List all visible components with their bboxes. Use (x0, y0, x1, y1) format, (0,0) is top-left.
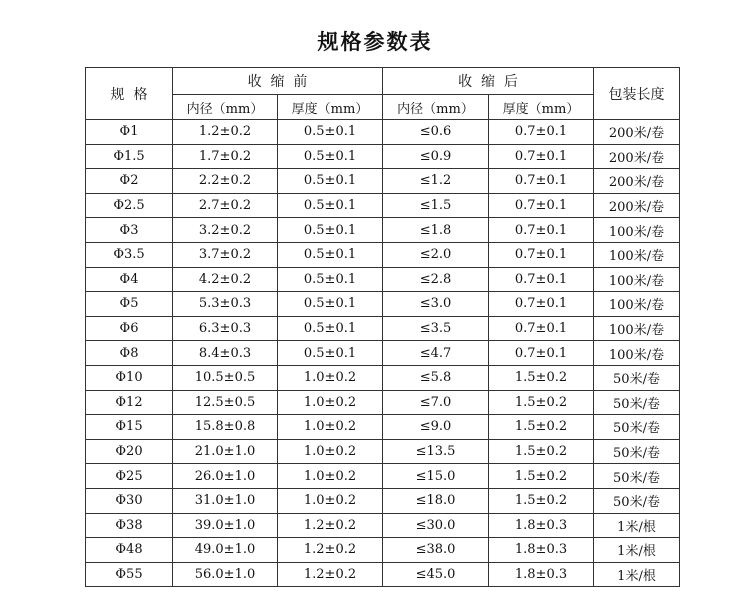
cell-spec: Φ25 (86, 464, 173, 489)
cell-inner-diameter-before: 10.5±0.5 (173, 365, 278, 390)
cell-package-length: 1米/根 (594, 538, 680, 563)
cell-spec: Φ15 (86, 415, 173, 440)
cell-thickness-after: 1.5±0.2 (489, 390, 594, 415)
cell-inner-diameter-after: ≤15.0 (383, 464, 489, 489)
cell-package-length: 200米/卷 (594, 169, 680, 194)
cell-thickness-before: 0.5±0.1 (278, 193, 383, 218)
cell-package-length: 50米/卷 (594, 365, 680, 390)
cell-spec: Φ3.5 (86, 242, 173, 267)
cell-inner-diameter-before: 15.8±0.8 (173, 415, 278, 440)
header-before-shrink: 收 缩 前 (173, 68, 383, 95)
cell-thickness-after: 0.7±0.1 (489, 267, 594, 292)
cell-inner-diameter-after: ≤5.8 (383, 365, 489, 390)
cell-inner-diameter-after: ≤1.2 (383, 169, 489, 194)
cell-inner-diameter-before: 12.5±0.5 (173, 390, 278, 415)
table-row (86, 439, 680, 464)
cell-inner-diameter-after: ≤0.9 (383, 144, 489, 169)
cell-package-length: 100米/卷 (594, 316, 680, 341)
cell-inner-diameter-before: 3.2±0.2 (173, 218, 278, 243)
cell-inner-diameter-before: 1.7±0.2 (173, 144, 278, 169)
header-inner-diameter-before: 内径（mm） (173, 95, 278, 120)
cell-inner-diameter-after: ≤1.5 (383, 193, 489, 218)
cell-thickness-before: 1.2±0.2 (278, 562, 383, 587)
cell-spec: Φ12 (86, 390, 173, 415)
table-row (86, 292, 680, 317)
table-row (86, 267, 680, 292)
table-row (86, 513, 680, 538)
cell-spec: Φ1.5 (86, 144, 173, 169)
cell-inner-diameter-before: 26.0±1.0 (173, 464, 278, 489)
table-row (86, 341, 680, 366)
cell-package-length: 50米/卷 (594, 488, 680, 513)
cell-thickness-before: 1.0±0.2 (278, 488, 383, 513)
cell-inner-diameter-before: 8.4±0.3 (173, 341, 278, 366)
cell-inner-diameter-before: 39.0±1.0 (173, 513, 278, 538)
page-title: 规格参数表 (317, 30, 433, 54)
cell-inner-diameter-after: ≤13.5 (383, 439, 489, 464)
cell-spec: Φ48 (86, 538, 173, 563)
cell-thickness-after: 1.5±0.2 (489, 439, 594, 464)
cell-inner-diameter-after: ≤9.0 (383, 415, 489, 440)
cell-inner-diameter-before: 1.2±0.2 (173, 120, 278, 145)
cell-inner-diameter-after: ≤2.0 (383, 242, 489, 267)
cell-thickness-before: 0.5±0.1 (278, 144, 383, 169)
cell-thickness-before: 0.5±0.1 (278, 267, 383, 292)
table-row (86, 316, 680, 341)
cell-package-length: 50米/卷 (594, 390, 680, 415)
cell-inner-diameter-after: ≤7.0 (383, 390, 489, 415)
cell-thickness-before: 1.0±0.2 (278, 439, 383, 464)
spec-table (85, 67, 680, 587)
cell-package-length: 1米/根 (594, 513, 680, 538)
cell-inner-diameter-before: 2.2±0.2 (173, 169, 278, 194)
cell-inner-diameter-before: 2.7±0.2 (173, 193, 278, 218)
cell-thickness-before: 0.5±0.1 (278, 341, 383, 366)
cell-spec: Φ5 (86, 292, 173, 317)
cell-package-length: 100米/卷 (594, 267, 680, 292)
cell-spec: Φ2 (86, 169, 173, 194)
cell-inner-diameter-after: ≤0.6 (383, 120, 489, 145)
cell-spec: Φ8 (86, 341, 173, 366)
cell-inner-diameter-before: 31.0±1.0 (173, 488, 278, 513)
table-row (86, 488, 680, 513)
cell-inner-diameter-after: ≤3.5 (383, 316, 489, 341)
header-after-shrink: 收 缩 后 (383, 68, 594, 95)
cell-package-length: 100米/卷 (594, 292, 680, 317)
cell-spec: Φ2.5 (86, 193, 173, 218)
cell-thickness-after: 1.8±0.3 (489, 538, 594, 563)
table-row (86, 464, 680, 489)
cell-thickness-before: 1.0±0.2 (278, 365, 383, 390)
cell-inner-diameter-before: 6.3±0.3 (173, 316, 278, 341)
cell-inner-diameter-after: ≤1.8 (383, 218, 489, 243)
cell-thickness-after: 0.7±0.1 (489, 292, 594, 317)
table-row (86, 365, 680, 390)
cell-thickness-after: 0.7±0.1 (489, 242, 594, 267)
cell-inner-diameter-after: ≤4.7 (383, 341, 489, 366)
cell-thickness-before: 0.5±0.1 (278, 242, 383, 267)
cell-thickness-after: 0.7±0.1 (489, 341, 594, 366)
table-row (86, 169, 680, 194)
cell-package-length: 50米/卷 (594, 439, 680, 464)
cell-thickness-before: 1.0±0.2 (278, 415, 383, 440)
cell-thickness-after: 0.7±0.1 (489, 316, 594, 341)
cell-thickness-before: 0.5±0.1 (278, 316, 383, 341)
cell-inner-diameter-after: ≤38.0 (383, 538, 489, 563)
cell-thickness-after: 1.5±0.2 (489, 365, 594, 390)
cell-thickness-before: 1.0±0.2 (278, 390, 383, 415)
table-row (86, 144, 680, 169)
header-thickness-before: 厚度（mm） (278, 95, 383, 120)
cell-inner-diameter-after: ≤45.0 (383, 562, 489, 587)
table-row (86, 218, 680, 243)
header-thickness-after: 厚度（mm） (489, 95, 594, 120)
table-row (86, 390, 680, 415)
cell-thickness-before: 1.2±0.2 (278, 513, 383, 538)
table-body (86, 120, 680, 587)
cell-package-length: 50米/卷 (594, 464, 680, 489)
cell-package-length: 1米/根 (594, 562, 680, 587)
cell-thickness-after: 0.7±0.1 (489, 144, 594, 169)
header-package-length: 包装长度 (594, 68, 680, 120)
cell-thickness-before: 1.2±0.2 (278, 538, 383, 563)
cell-spec: Φ55 (86, 562, 173, 587)
cell-thickness-before: 0.5±0.1 (278, 218, 383, 243)
cell-thickness-before: 0.5±0.1 (278, 169, 383, 194)
cell-thickness-before: 1.0±0.2 (278, 464, 383, 489)
cell-spec: Φ20 (86, 439, 173, 464)
cell-package-length: 200米/卷 (594, 144, 680, 169)
cell-inner-diameter-before: 56.0±1.0 (173, 562, 278, 587)
cell-inner-diameter-after: ≤2.8 (383, 267, 489, 292)
header-spec: 规 格 (86, 68, 173, 120)
cell-inner-diameter-before: 3.7±0.2 (173, 242, 278, 267)
table-row (86, 415, 680, 440)
cell-thickness-after: 1.8±0.3 (489, 513, 594, 538)
cell-spec: Φ38 (86, 513, 173, 538)
cell-spec: Φ4 (86, 267, 173, 292)
cell-inner-diameter-before: 49.0±1.0 (173, 538, 278, 563)
cell-thickness-after: 0.7±0.1 (489, 218, 594, 243)
cell-thickness-after: 0.7±0.1 (489, 120, 594, 145)
table-row (86, 538, 680, 563)
cell-package-length: 100米/卷 (594, 218, 680, 243)
cell-spec: Φ3 (86, 218, 173, 243)
cell-thickness-after: 1.5±0.2 (489, 415, 594, 440)
cell-inner-diameter-before: 5.3±0.3 (173, 292, 278, 317)
cell-inner-diameter-before: 4.2±0.2 (173, 267, 278, 292)
cell-inner-diameter-before: 21.0±1.0 (173, 439, 278, 464)
cell-thickness-after: 1.5±0.2 (489, 464, 594, 489)
cell-package-length: 100米/卷 (594, 341, 680, 366)
table-row (86, 120, 680, 145)
cell-package-length: 50米/卷 (594, 415, 680, 440)
cell-package-length: 100米/卷 (594, 242, 680, 267)
table-row (86, 562, 680, 587)
cell-thickness-after: 1.8±0.3 (489, 562, 594, 587)
header-inner-diameter-after: 内径（mm） (383, 95, 489, 120)
cell-package-length: 200米/卷 (594, 193, 680, 218)
cell-spec: Φ1 (86, 120, 173, 145)
table-row (86, 193, 680, 218)
cell-spec: Φ6 (86, 316, 173, 341)
cell-inner-diameter-after: ≤18.0 (383, 488, 489, 513)
cell-thickness-after: 0.7±0.1 (489, 193, 594, 218)
cell-spec: Φ10 (86, 365, 173, 390)
cell-spec: Φ30 (86, 488, 173, 513)
cell-inner-diameter-after: ≤30.0 (383, 513, 489, 538)
cell-thickness-after: 0.7±0.1 (489, 169, 594, 194)
cell-inner-diameter-after: ≤3.0 (383, 292, 489, 317)
cell-thickness-before: 0.5±0.1 (278, 292, 383, 317)
table-header (86, 68, 680, 120)
table-row (86, 242, 680, 267)
cell-thickness-before: 0.5±0.1 (278, 120, 383, 145)
cell-package-length: 200米/卷 (594, 120, 680, 145)
cell-thickness-after: 1.5±0.2 (489, 488, 594, 513)
